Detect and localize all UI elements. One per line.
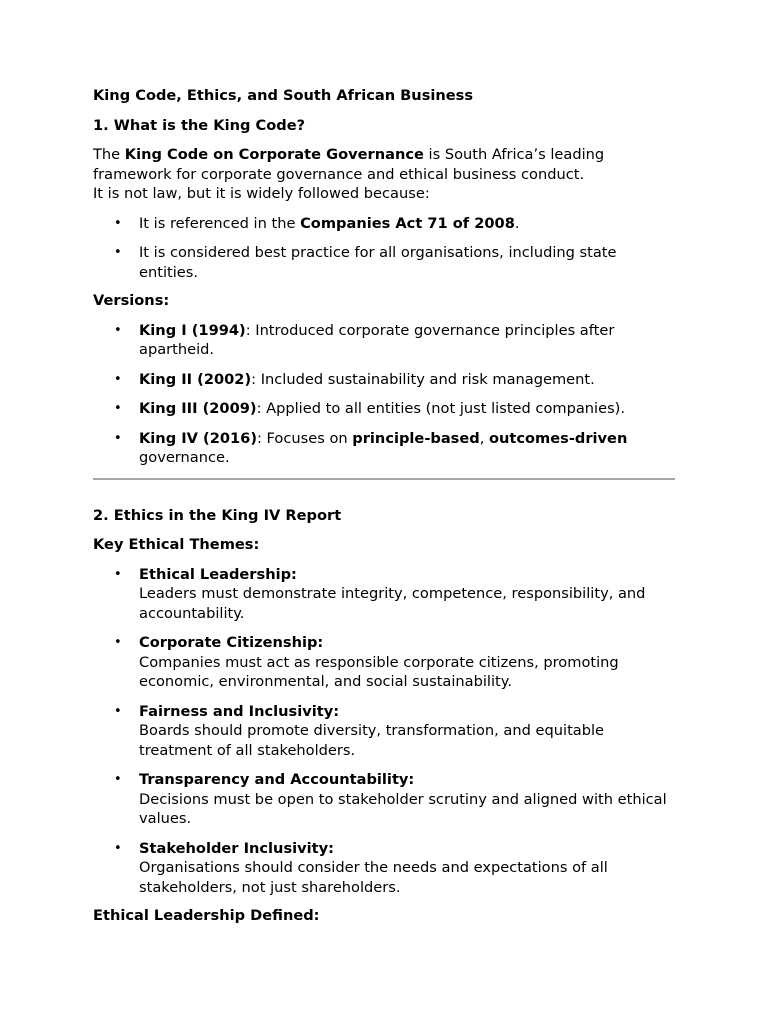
reason-post: . bbox=[514, 214, 520, 232]
theme-text: Leaders must demonstrate integrity, competence, responsibility, and accountability. bbox=[139, 585, 646, 622]
bullet-icon: • bbox=[114, 322, 122, 338]
list-item bbox=[93, 321, 675, 360]
list-item bbox=[93, 399, 675, 419]
version-tail: governance. bbox=[139, 449, 230, 466]
theme-text: Organisations should consider the needs and expectations of all stakeholders, not just shareholders. bbox=[139, 859, 608, 896]
reason-bold: Companies Act 71 of 2008 bbox=[300, 214, 515, 232]
theme-text: Decisions must be open to stakeholder scrutiny and aligned with ethical values. bbox=[139, 790, 667, 827]
theme-text: Boards should promote diversity, transformation, and equitable treatment of all stakeholders. bbox=[139, 722, 605, 759]
themes-label: Key Ethical Themes: bbox=[93, 536, 260, 553]
document-title: King Code, Ethics, and South African Business bbox=[93, 87, 474, 104]
bullet-icon: • bbox=[114, 215, 122, 231]
bullet-icon: • bbox=[114, 430, 122, 446]
bullet-icon: • bbox=[114, 371, 122, 387]
list-item bbox=[93, 370, 675, 390]
theme-title: Fairness and Inclusivity: bbox=[139, 702, 340, 720]
bullet-icon: • bbox=[114, 840, 122, 856]
section-divider bbox=[93, 478, 675, 480]
section-1-intro bbox=[93, 145, 675, 204]
bullet-icon: • bbox=[114, 245, 122, 260]
version-desc: : Applied to all entities (not just listed companies). bbox=[256, 400, 626, 417]
version-comma: , bbox=[479, 429, 489, 447]
list-item bbox=[93, 565, 675, 624]
intro-bold: King Code on Corporate Governance bbox=[124, 146, 424, 163]
list-item bbox=[93, 839, 675, 898]
version-desc: : Included sustainability and risk management. bbox=[251, 370, 595, 388]
version-name: King III (2009) bbox=[139, 400, 257, 417]
reason-pre: It is referenced in the bbox=[139, 214, 301, 232]
version-desc: : Focuses on bbox=[257, 429, 353, 447]
reason-text: It is considered best practice for all organisations, including state entities. bbox=[139, 244, 617, 281]
theme-title: Stakeholder Inclusivity: bbox=[139, 839, 334, 857]
version-name: King II (2002) bbox=[139, 370, 252, 388]
intro-pre: The bbox=[93, 146, 125, 163]
bullet-icon: • bbox=[114, 772, 122, 787]
bullet-icon: • bbox=[114, 566, 122, 582]
intro-line-2: It is not law, but it is widely followed because: bbox=[93, 185, 430, 202]
bullet-icon: • bbox=[114, 635, 122, 650]
version-name: King I (1994) bbox=[139, 321, 246, 339]
list-item bbox=[93, 214, 675, 234]
reasons-list bbox=[93, 214, 675, 283]
section-2-heading: 2. Ethics in the King IV Report bbox=[93, 506, 342, 524]
version-name: King IV (2016) bbox=[139, 429, 257, 447]
theme-title: Transparency and Accountability: bbox=[139, 771, 415, 788]
versions-label: Versions: bbox=[93, 292, 170, 309]
bullet-icon: • bbox=[114, 401, 122, 416]
theme-title: Corporate Citizenship: bbox=[139, 634, 324, 651]
theme-text: Companies must act as responsible corporate citizens, promoting economic, environmental, and social sustainability. bbox=[139, 653, 619, 690]
themes-list bbox=[93, 565, 675, 898]
list-item bbox=[93, 702, 675, 761]
list-item bbox=[93, 770, 675, 829]
list-item bbox=[93, 429, 675, 468]
section-1-heading: 1. What is the King Code? bbox=[93, 116, 306, 134]
version-desc: : Introduced corporate governance principles after apartheid. bbox=[139, 321, 615, 358]
versions-list bbox=[93, 321, 675, 468]
bullet-icon: • bbox=[114, 703, 122, 719]
list-item bbox=[93, 243, 675, 282]
version-bold-2: principle-based bbox=[352, 429, 480, 447]
theme-title: Ethical Leadership: bbox=[139, 565, 297, 583]
intro-post: is South Africa’s leading framework for corporate governance and ethical business conduct. bbox=[93, 146, 605, 183]
list-item bbox=[93, 633, 675, 692]
version-bold-3: outcomes-driven bbox=[488, 429, 628, 447]
ethical-leadership-defined-label: Ethical Leadership Defined: bbox=[93, 907, 320, 924]
